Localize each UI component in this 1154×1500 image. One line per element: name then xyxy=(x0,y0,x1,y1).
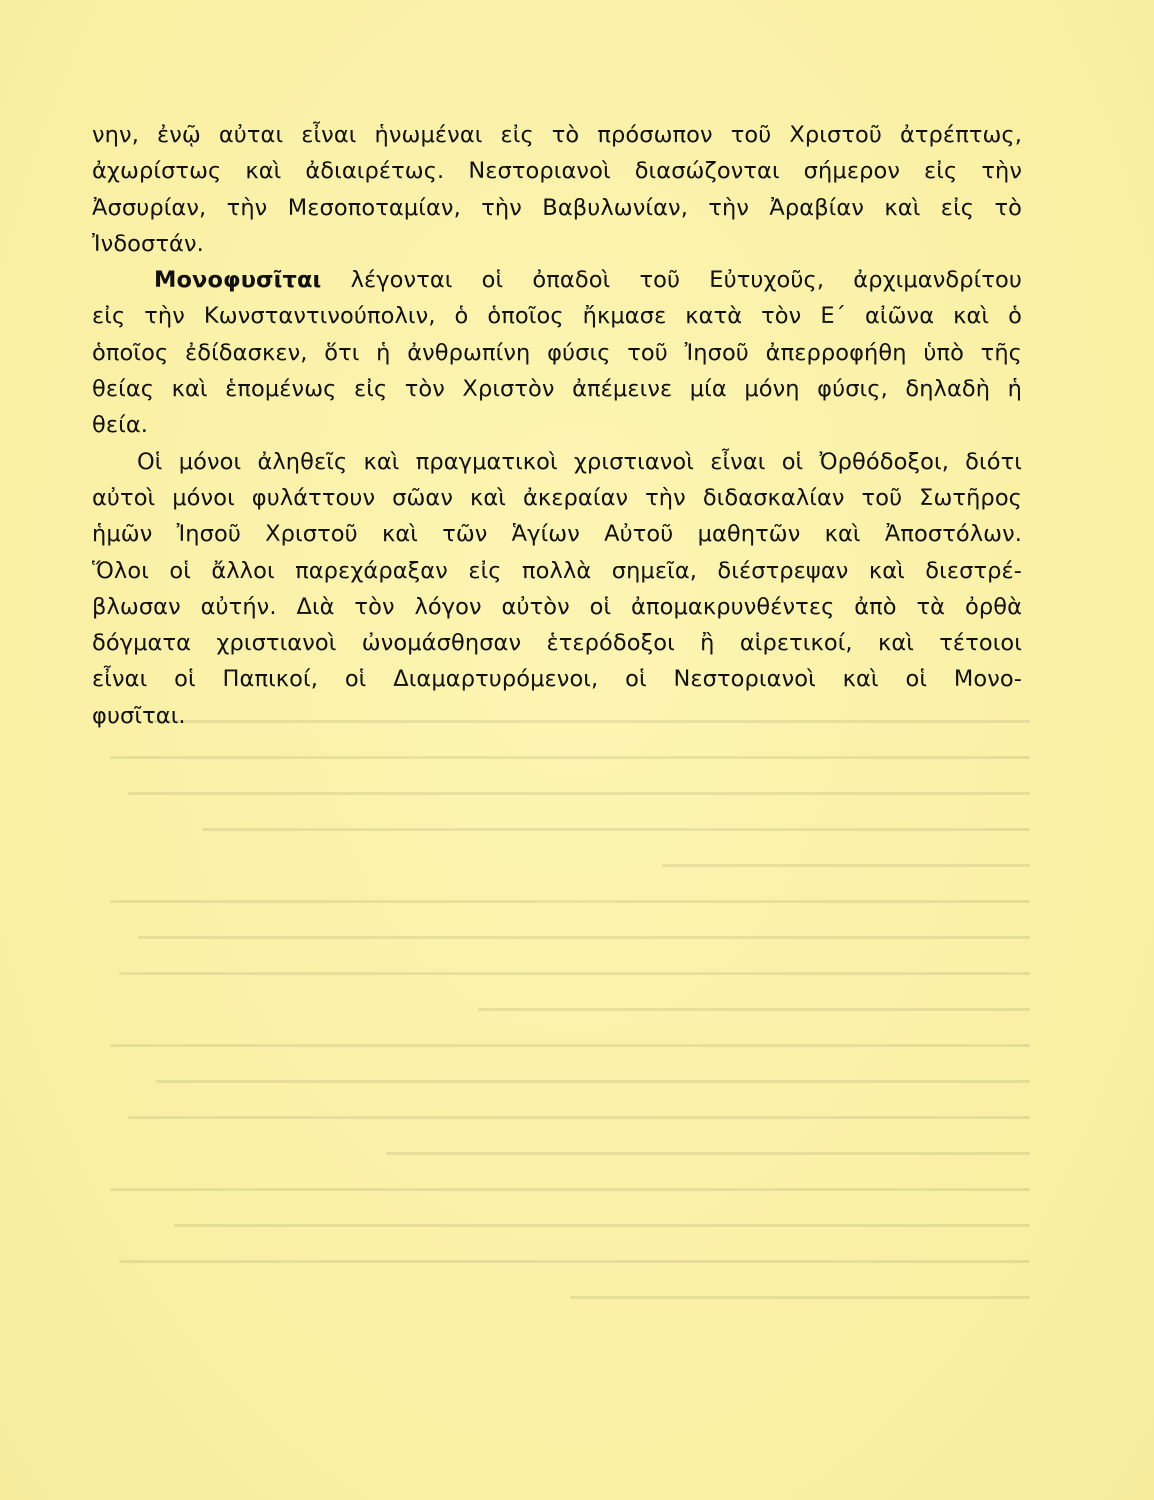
body-text xyxy=(92,117,1022,734)
text-line xyxy=(92,262,1022,298)
text-line-rest: λέγονται οἱ ὀπαδοὶ τοῦ Εὐτυχοῦς, ἀρχιμανδρίτου xyxy=(321,267,1022,294)
text-line: ἀχωρίστως καὶ ἀδιαιρέτως. Νεστοριανοὶ διασώζονται σήμερον εἰς τὴν xyxy=(92,158,1022,185)
paragraph-monophysites xyxy=(92,262,1022,443)
text-line: δόγματα χριστιανοὶ ὠνομάσθησαν ἑτερόδοξοι ἢ αἱρετικοί, καὶ τέτοιοι xyxy=(92,630,1022,657)
text-line: εἰς τὴν Κωνσταντινούπολιν, ὁ ὁποῖος ἤκμασε κατὰ τὸν Ε΄ αἰῶνα καὶ ὁ xyxy=(92,303,1022,330)
text-line: Ὅλοι οἱ ἄλλοι παρεχάραξαν εἰς πολλὰ σημεῖα, διέστρεψαν καὶ διεστρέ- xyxy=(92,557,1022,584)
term-monophysites: Μονοφυσῖται xyxy=(154,267,322,294)
show-through-reverse-text xyxy=(110,720,1030,1360)
text-line: θείας καὶ ἑπομένως εἰς τὸν Χριστὸν ἀπέμεινε μία μόνη φύσις, δηλαδὴ ἡ xyxy=(92,376,1022,403)
text-line: εἶναι οἱ Παπικοί, οἱ Διαμαρτυρόμενοι, οἱ Νεστοριανοὶ καὶ οἱ Μονο- xyxy=(92,666,1022,693)
text-line: αὐτοὶ μόνοι φυλάττουν σῶαν καὶ ἀκεραίαν τὴν διδασκαλίαν τοῦ Σωτῆρος xyxy=(92,484,1022,511)
text-line: βλωσαν αὐτήν. Διὰ τὸν λόγον αὐτὸν οἱ ἀπομακρυνθέντες ἀπὸ τὰ ὀρθὰ xyxy=(92,593,1022,620)
text-line: φυσῖται. xyxy=(92,702,186,729)
text-line: Ἰνδοστάν. xyxy=(92,230,204,257)
text-line: θεία. xyxy=(92,412,149,439)
text-line: Οἱ μόνοι ἀληθεῖς καὶ πραγματικοὶ χριστιανοὶ εἶναι οἱ Ὀρθόδοξοι, διότι xyxy=(137,448,1022,475)
text-line: ἡμῶν Ἰησοῦ Χριστοῦ καὶ τῶν Ἁγίων Αὐτοῦ μαθητῶν καὶ Ἀποστόλων. xyxy=(92,521,1022,548)
text-line: ὁποῖος ἐδίδασκεν, ὅτι ἡ ἀνθρωπίνη φύσις τοῦ Ἰησοῦ ἀπερροφήθη ὑπὸ τῆς xyxy=(92,339,1022,366)
text-line: Ἀσσυρίαν, τὴν Μεσοποταμίαν, τὴν Βαβυλωνίαν, τὴν Ἀραβίαν καὶ εἰς τὸ xyxy=(92,194,1022,221)
text-line: νην, ἐνῷ αὐται εἶναι ἡνωμέναι εἰς τὸ πρόσωπον τοῦ Χριστοῦ ἀτρέπτως, xyxy=(92,122,1022,148)
paragraph-orthodox xyxy=(92,444,1022,734)
paragraph-nestorians-end xyxy=(92,117,1022,262)
